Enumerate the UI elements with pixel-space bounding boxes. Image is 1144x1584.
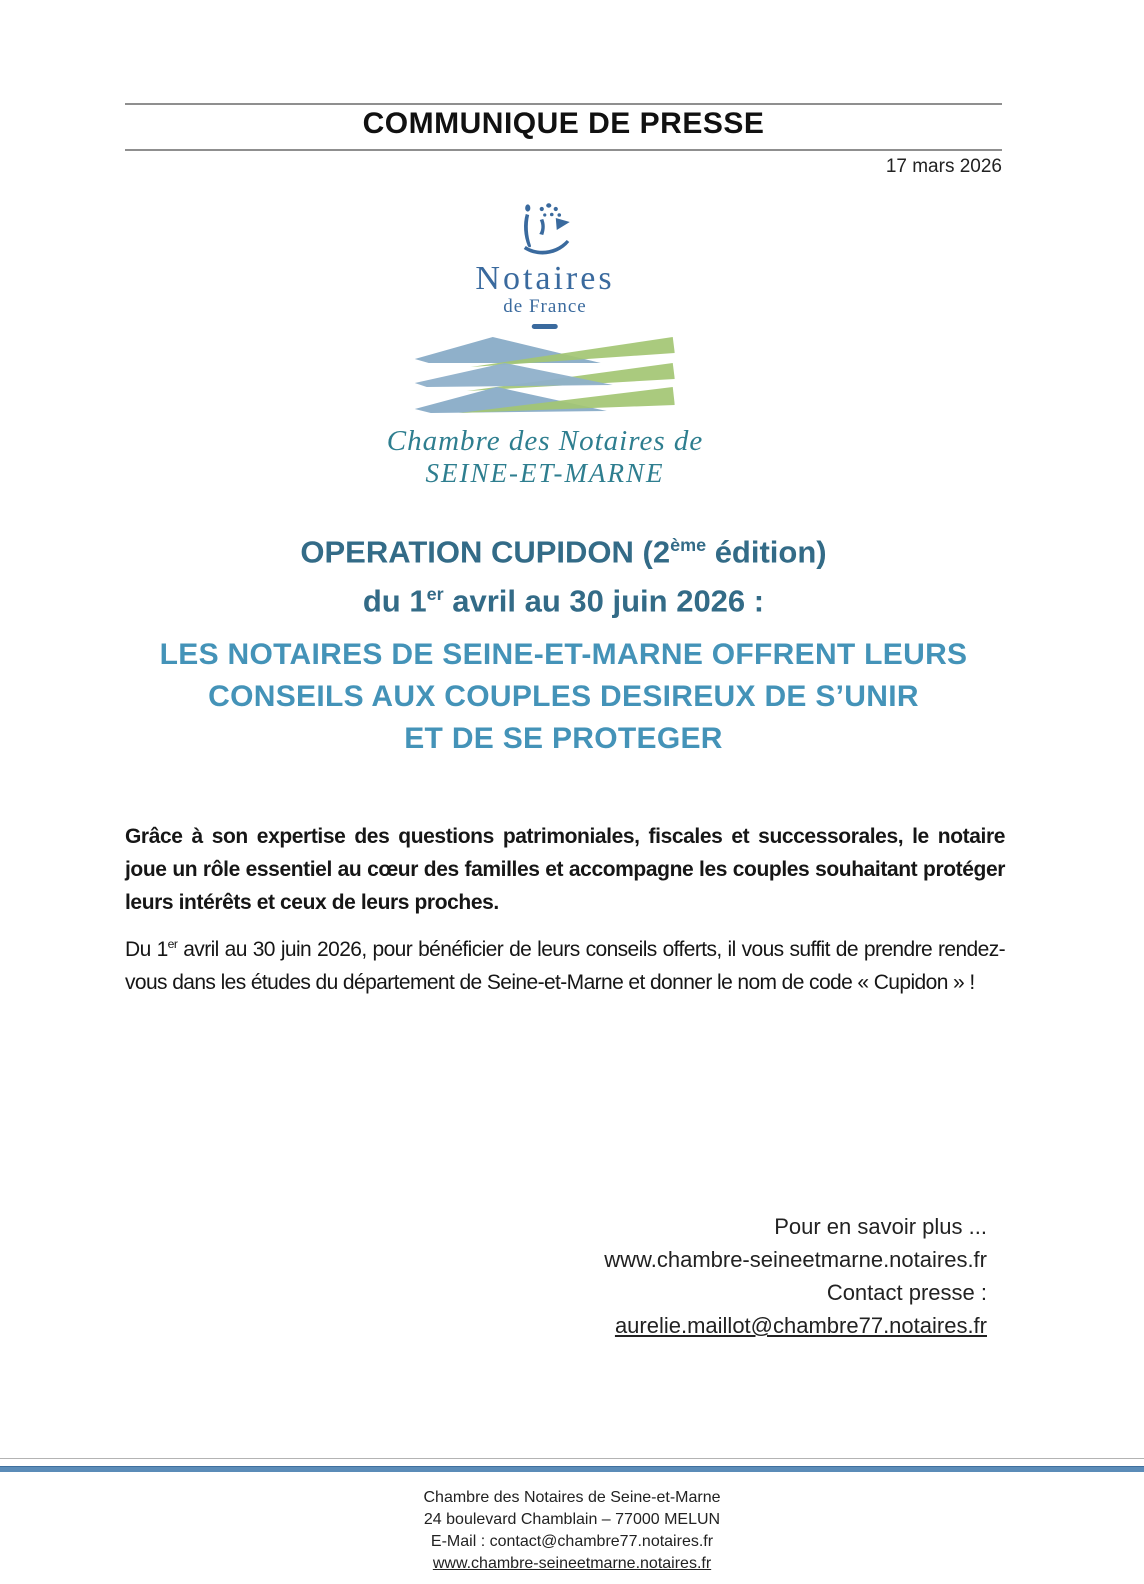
doc-title-line2: du 1er avril au 30 juin 2026 : xyxy=(362,583,765,619)
logo-brand-subtext: de France xyxy=(503,296,587,317)
doc-title-line1: OPERATION CUPIDON (2ème édition) xyxy=(300,534,827,570)
body-paragraph-2: Du 1er avril au 30 juin 2026, pour bénéficier de leurs conseils offerts, il vous suffit de prendre rendez-vous dans les études du département de Seine-et-Marne et donner le nom de code « Cupidon » ! xyxy=(125,937,1005,994)
logo-org-line2: SEINE-ET-MARNE xyxy=(425,458,665,488)
footer-website-link[interactable]: www.chambre-seineetmarne.notaires.fr xyxy=(432,1555,712,1572)
contact-more-info: Pour en savoir plus ... xyxy=(774,1214,987,1239)
doc-subtitle-line1: LES NOTAIRES DE SEINE-ET-MARNE OFFRENT LEURS xyxy=(159,638,968,671)
logo-brand-text: Notaires xyxy=(475,260,615,297)
notaires-logo xyxy=(387,202,703,488)
contact-press-label: Contact presse : xyxy=(826,1280,987,1305)
press-release-date: 17 mars 2026 xyxy=(885,156,1002,177)
footer-email: E-Mail : contact@chambre77.notaires.fr xyxy=(430,1533,714,1550)
notaires-figure-icon xyxy=(512,202,578,261)
footer-org-name: Chambre des Notaires de Seine-et-Marne xyxy=(423,1489,721,1506)
contact-block xyxy=(125,1210,987,1342)
footer-thin-rule xyxy=(0,1458,1144,1459)
contact-website-link[interactable]: www.chambre-seineetmarne.notaires.fr xyxy=(604,1247,987,1272)
logo-dash xyxy=(532,324,558,329)
footer-block xyxy=(0,1487,1144,1575)
logo-org-line1: Chambre des Notaires de xyxy=(386,425,704,457)
doc-subtitle-line2: CONSEILS AUX COUPLES DESIREUX DE S’UNIR xyxy=(208,680,919,713)
footer-blue-rule xyxy=(0,1466,1144,1472)
logo-ribbons-graphic xyxy=(415,335,675,418)
header-rule-top xyxy=(125,103,1002,105)
press-release-heading: COMMUNIQUE DE PRESSE xyxy=(362,107,765,140)
footer-address: 24 boulevard Chamblain – 77000 MELUN xyxy=(423,1511,721,1528)
doc-subtitle-line3: ET DE SE PROTEGER xyxy=(404,722,723,755)
body-paragraph-1: Grâce à son expertise des questions patrimoniales, fiscales et successorales, le notaire joue un rôle essentiel au cœur des familles et accompagne les couples souhaitant protéger leurs intérêts et ceux de leurs proches. xyxy=(125,825,1005,914)
doc-title xyxy=(125,524,1002,623)
doc-subtitle xyxy=(125,634,1002,760)
header-rule-bottom xyxy=(125,149,1002,151)
contact-email-link[interactable]: aurelie.maillot@chambre77.notaires.fr xyxy=(614,1313,987,1338)
